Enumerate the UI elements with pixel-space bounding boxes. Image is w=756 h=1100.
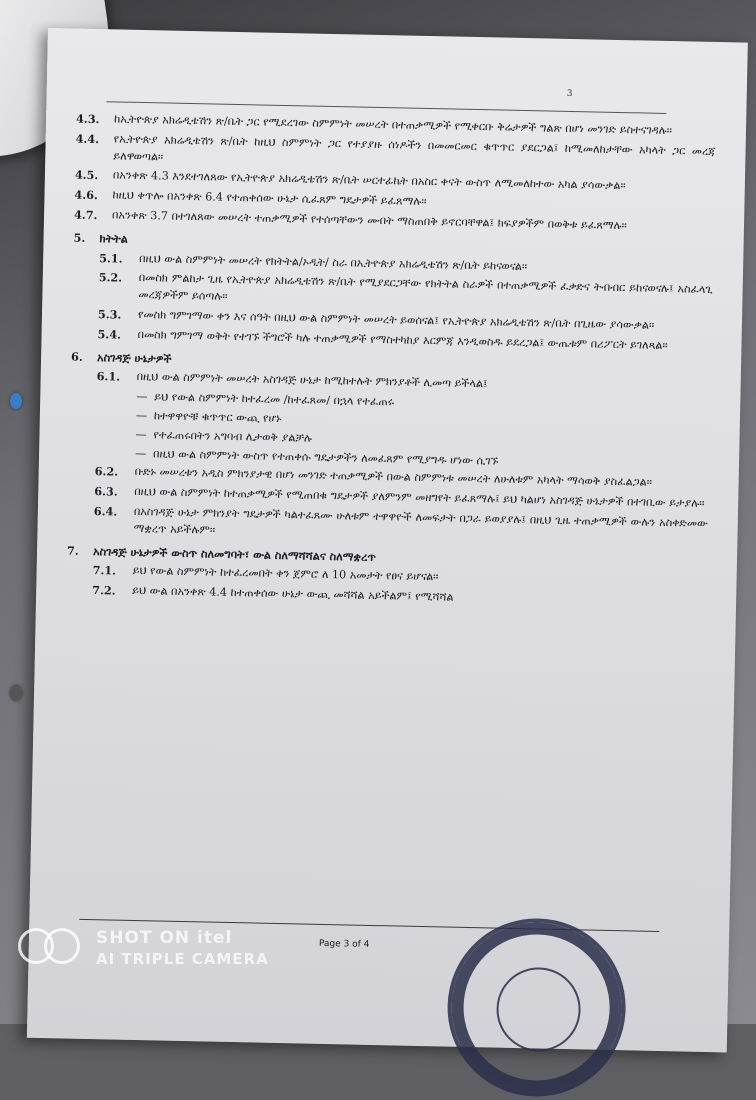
section5-title: ክትትል: [99, 230, 129, 246]
clause-text: በመስክ ምልከታ ጊዜ የኢትዮጵያ አክሬዲቴሽን ጽ/ቤት የሚያደርጋቸው የክትትል ስራዎች በተጠቃሚዎች ፈቃድና ትብብር ይከናወናሉ፤ አስፈላጊ መረጃዎችም ይሰጣሉ።: [138, 271, 713, 303]
punch-hole-bottom: [10, 685, 22, 701]
clause-text: በዚህ ውል ስምምነት ከተጠቃሚዎች የሚጠበቁ ግዴታዎች ያለምንም መዘግየት ይፈጸማሉ፤ ይህ ካልሆነ አስገዳጅ ሁኔታዎች በተገቢው ይታያሉ።: [134, 485, 705, 510]
clause-number: 5.2.: [98, 270, 123, 285]
page-number: Page 3 of 4: [318, 938, 370, 950]
clause-number: 6.4.: [93, 504, 118, 519]
watermark-line2: AI TRIPLE CAMERA: [96, 950, 269, 968]
clause-text: ከዚህ ቀጥሎ በአንቀጽ 6.4 የተጠቀሰው ሁኔታ ሲፈጸም ግዴታዎች ይፈጸማሉ።: [112, 188, 427, 209]
clause-text: የመስክ ግምገማው ቀን እና ሰዓት በዚህ ውል ስምምነት መሠረት ይወሰናል፤ የኢትዮጵያ አክሬዲቴሽን ጽ/ቤት በጊዜው ያሳውቃል።: [137, 307, 655, 332]
clause-number: 5.4.: [97, 326, 122, 342]
page-top-mark: 3: [566, 88, 573, 99]
punch-hole-top: [10, 393, 22, 409]
document-body: [66, 111, 716, 615]
clause-number: 5.1.: [99, 250, 123, 266]
dash-bullet: —: [136, 390, 148, 404]
dash-bullet: —: [135, 427, 147, 441]
watermark-line1: SHOT ON itel: [96, 928, 233, 948]
clause-number: 7.1.: [92, 563, 117, 578]
section5-number: 5.: [73, 230, 86, 245]
clause-text: የኢትዮጵያ አክሬዲቴሽን ጽ/ቤት ከዚህ ስምምነት ጋር የተያያዙ ሰነዶችን በመመርመር ቁጥጥር ያደርጋል፤ ከሚመለከታቸው አካላት ጋር መረጃ ይለዋወጣል።: [113, 132, 716, 164]
document-page: [27, 28, 748, 1052]
official-stamp: [446, 917, 628, 1099]
section6-title: አስገዳጅ ሁኔታዎች: [96, 349, 172, 366]
dash-bullet: —: [134, 446, 147, 460]
section4-items: [74, 111, 716, 237]
clause-text: ይህ የውል ስምምነት ከተፈረመበት ቀን ጀምሮ ለ 10 አመታት የፀና ይሆናል።: [132, 564, 439, 584]
dash-text: ይህ የውል ስምምነት ከተፈረመ /ከተፈጸመ/ በኋላ የተፈጠሩ: [154, 390, 395, 409]
clause-text: በአንቀጽ 3.7 በተገለጸው መሠረት ተጠቃሚዎች የተሰጣቸውን መብት ማስጠበቅ ይኖርባቸዋል፤ ክፍያዎችም በወቅቱ ይፈጸማሉ።: [111, 208, 627, 233]
clause-text: ከኢትዮጵያ አክሬዲቴሽን ጽ/ቤት ጋር የሚደረገው ስምምነት መሠረት በተጠቃሚዎች የሚቀርቡ ቅሬታዎች ግልጽ በሆነ መንገድ ይስተናገዳሉ።: [113, 112, 673, 138]
stamp-emblem: [496, 967, 582, 1053]
dash-bullet: —: [135, 408, 148, 423]
clause-number: 4.6.: [74, 187, 99, 203]
clause-number: 4.7.: [73, 207, 98, 223]
clause-number: 4.4.: [75, 131, 100, 146]
clause-number: 6.3.: [94, 484, 118, 499]
dash-text: ከተዋዋዮቹ ቁጥጥር ውጪ የሆኑ: [153, 409, 282, 425]
section5-items: [71, 249, 713, 355]
watermark-circle-icon: [44, 928, 80, 964]
clause-number: 6.1.: [96, 369, 121, 384]
watermark-logo: [18, 928, 80, 964]
clause-text: በአንቀጽ 4.3 እንደተገለጸው የኢትዮጵያ አክሬዲቴሽን ጽ/ቤት ሠርተፊኬት በአስር ቀናት ውስጥ ለሚመለከተው አካል ያሳውቃል።: [112, 168, 626, 193]
clause-text: በአስገዳጅ ሁኔታ ምክንያት ግዴታዎች ካልተፈጸሙ ሁለቱም ተዋዋዮች ለመፍታት በጋራ ይወያያሉ፤ በዚህ ጊዜ ተጠቃሚዎች ውሉን አስቀድመው ማቋረጥ አይችሉም።: [133, 504, 708, 537]
section6-number: 6.: [70, 349, 83, 364]
section6-items-after: [67, 463, 708, 550]
section6-dash-list: [69, 388, 710, 475]
section7-title: አስገዳጅ ሁኔታዎች ውስጥ ስለመግባት፣ ውል ስለማሻሻልና ስለማቋረጥ: [92, 543, 376, 564]
section7-number: 7.: [66, 543, 79, 558]
clause-text: ይህ ውል በአንቀጽ 4.4 ከተጠቀሰው ሁኔታ ውጪ መሻሻል አይችልም፤ የሚሻሻል: [132, 584, 454, 604]
clause-number: 7.2.: [92, 583, 116, 598]
clause-number: 4.3.: [75, 111, 100, 127]
clause-number: 6.2.: [94, 464, 119, 479]
clause-text: በዚህ ውል ስምምነት መሠረት የክትትል/ኦዲት/ ስራ በኢትዮጵያ አክሬዲቴሽን ጽ/ቤት ይከናወናል።: [139, 251, 528, 273]
clause-text: ቡድኑ መሠረቱን አዲስ ምክንያታዊ በሆነ መንገድ ተጠቃሚዎች በውል ስምምነቱ መሠረት ለሁለቱም አካላት ማሳወቅ ያስፈልጋል።: [134, 465, 653, 490]
dash-text: በዚህ ውል ስምምነት ውስጥ የተጠቀሱ ግዴታዎችን ለመፈጸም የሚያግዱ ሆነው ሲገኙ: [152, 446, 499, 468]
clause-number: 5.3.: [97, 307, 122, 322]
dash-text: የተፈጠሩበትን አግባብ ሊታወቅ ያልቻሉ: [153, 428, 313, 445]
clause-text: በመስክ ግምገማ ወቅት የተገኙ ችግሮች ካሉ ተጠቃሚዎች የማስተካከያ እርምጃ እንዲወስዱ ይደረጋል፤ ውጤቱም በሪፖርት ይገለጻል።: [137, 327, 668, 352]
camera-watermark: [18, 928, 269, 968]
clause-text: በዚህ ውል ስምምነት መሠረት አስገዳጅ ሁኔታ ከሚከተሉት ምክንያቶች ሊመጣ ይችላል፤: [136, 370, 488, 391]
clause-number: 4.5.: [74, 167, 99, 183]
